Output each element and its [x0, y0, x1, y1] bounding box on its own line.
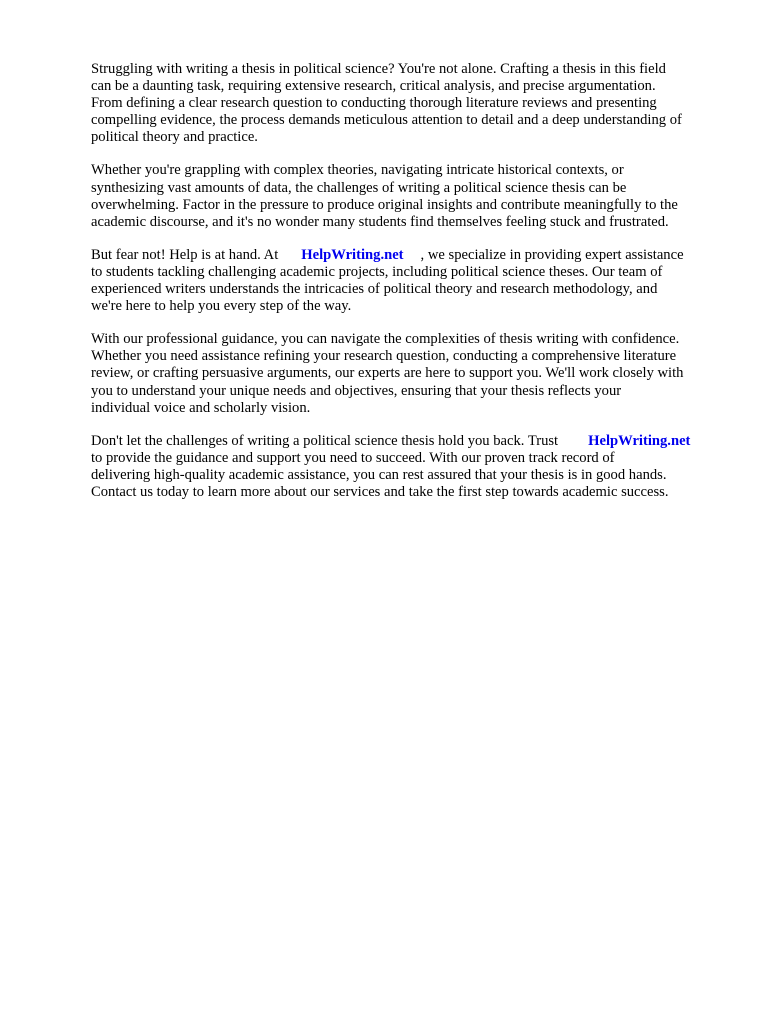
closing-paragraph-lead: Don't let the challenges of writing a political science thesis hold you back. Trust	[91, 432, 559, 449]
guidance-paragraph: With our professional guidance, you can navigate the complexities of thesis writing with confidence. Whether you need assistance refining your research question, conducting a comprehensive literature review, or crafting persuasive arguments, our experts are here to support you. We'll work closely with you to understand your unique needs and objectives, ensuring that your thesis reflects your individual voice and scholarly vision.	[91, 331, 684, 416]
helpwriting-link[interactable]: HelpWriting.net	[301, 246, 404, 263]
help-paragraph-lead: But fear not! Help is at hand. At	[91, 246, 279, 263]
challenges-paragraph: Whether you're grappling with complex theories, navigating intricate historical contexts, or synthesizing vast amounts of data, the challenges of writing a political science thesis can be overwhelming. Factor in the pressure to produce original insights and contribute meaningfully to the academic discourse, and it's no wonder many students find themselves feeling stuck and frustrated.	[91, 162, 678, 230]
document-body	[91, 61, 727, 517]
helpwriting-link-2[interactable]: HelpWriting.net	[588, 432, 691, 449]
closing-paragraph	[91, 433, 727, 501]
help-paragraph	[91, 247, 727, 315]
intro-paragraph: Struggling with writing a thesis in political science? You're not alone. Crafting a thesis in this field can be a daunting task, requiring extensive research, critical analysis, and precise argumentation. From defining a clear research question to conducting thorough literature reviews and presenting compelling evidence, the process demands meticulous attention to detail and a deep understanding of political theory and practice.	[91, 61, 682, 146]
closing-paragraph-rest: to provide the guidance and support you need to succeed. With our proven track record of delivering high-quality academic assistance, you can rest assured that your thesis is in good hands. Contact us today to learn more about our services and take the first step towards academic success.	[91, 449, 669, 500]
help-paragraph-rest: , we specialize in providing expert assistance to students tackling challenging academic projects, including political science theses. Our team of experienced writers understands the intricacies of political theory and research methodology, and we're here to help you every step of the way.	[91, 246, 684, 315]
